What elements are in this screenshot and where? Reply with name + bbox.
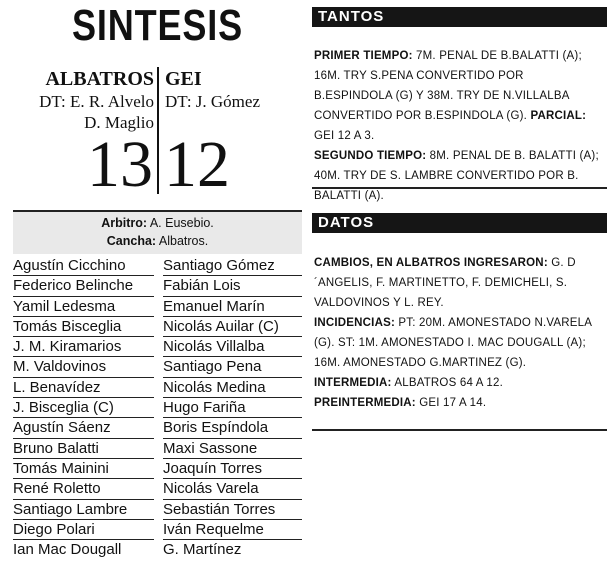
intermedia-text: ALBATROS 64 A 12. (391, 377, 504, 389)
preintermedia-text: GEI 17 A 14. (415, 397, 487, 409)
player-row: Sebastián Torres (163, 500, 302, 520)
officials-box (13, 210, 302, 254)
player-row: Nicolás Varela (163, 479, 302, 499)
player-row: Agustín Cicchino (13, 256, 154, 276)
player-row: Santiago Pena (163, 357, 302, 377)
second-half-label: SEGUNDO TIEMPO: (314, 150, 427, 162)
datos-divider (312, 429, 607, 431)
second-half-text: 8M. PENAL DE B. BALATTI (A); 40M. TRY DE S. LAMBRE CONVERTIDO POR B. BALATTI (A). (314, 150, 599, 202)
first-half-label: PRIMER TIEMPO: (314, 50, 413, 62)
player-row: Nicolás Villalba (163, 337, 302, 357)
player-row: J. Bisceglia (C) (13, 398, 154, 418)
away-team-name: GEI (165, 68, 202, 90)
player-row: Ian Mac Dougall (13, 541, 122, 559)
player-row: Tomás Mainini (13, 459, 154, 479)
player-row: Iván Requelme (163, 520, 302, 540)
datos-heading: DATOS (312, 213, 607, 233)
player-row: G. Martínez (163, 541, 242, 559)
page-title: SINTESIS (72, 1, 243, 50)
home-team-name: ALBATROS (45, 68, 154, 90)
player-row: Santiago Gómez (163, 256, 302, 276)
player-row: Diego Polari (13, 520, 154, 540)
player-row: Bruno Balatti (13, 439, 154, 459)
player-row: L. Benavídez (13, 378, 154, 398)
referee-line (13, 214, 302, 232)
player-row: Nicolás Medina (163, 378, 302, 398)
away-score: 12 (164, 128, 230, 201)
player-row: Federico Belinche (13, 276, 154, 296)
player-row: M. Valdovinos (13, 357, 154, 377)
away-lineup (163, 256, 302, 560)
player-row: Santiago Lambre (13, 500, 154, 520)
incidents-label: INCIDENCIAS: (314, 317, 395, 329)
player-row: J. M. Kiramarios (13, 337, 154, 357)
tantos-divider (312, 187, 607, 189)
home-score: 13 (87, 128, 153, 201)
field-line (13, 232, 302, 250)
partial-text: GEI 12 A 3. (314, 130, 375, 142)
changes-text: G. D´ANGELIS, F. MARTINETTO, F. DEMICHELI, S. VALDOVINOS Y L. REY. (314, 257, 576, 309)
player-row: Boris Espíndola (163, 418, 302, 438)
player-row: Maxi Sassone (163, 439, 302, 459)
player-row: Fabián Lois (163, 276, 302, 296)
player-row: Nicolás Auilar (C) (163, 317, 302, 337)
away-coach: DT: J. Gómez (165, 92, 260, 111)
tantos-body (314, 46, 604, 206)
player-row: Joaquín Torres (163, 459, 302, 479)
home-coach-line2: D. Maglio (84, 113, 154, 132)
field-name: Albatros. (158, 234, 209, 248)
home-coach-line1: DT: E. R. Alvelo (39, 92, 154, 111)
preintermedia-label: PREINTERMEDIA: (314, 397, 416, 409)
first-half-text: 7M. PENAL DE B.BALATTI (A); 16M. TRY S.PENA CONVERTIDO POR B.ESPINDOLA (G) Y 38M. TRY DE N.VILLALBA CONVERTIDO POR B.ESPINDOLA (G). (314, 50, 582, 122)
partial-label: PARCIAL: (530, 110, 587, 122)
tantos-heading: TANTOS (312, 7, 607, 27)
player-row: Agustín Sáenz (13, 418, 154, 438)
player-row: Yamil Ledesma (13, 297, 154, 317)
field-label: Cancha: (106, 234, 157, 248)
referee-name: A. Eusebio. (149, 216, 214, 230)
incidents-text: PT: 20M. AMONESTADO N.VARELA (G). ST: 1M. AMONESTADO I. MAC DOUGALL (A); 16M. AMONESTADO G.MARTINEZ (G). (314, 317, 592, 369)
score-divider (157, 67, 159, 194)
changes-label: CAMBIOS, EN ALBATROS INGRESARON: (314, 257, 548, 269)
home-lineup (13, 256, 154, 560)
player-row: Emanuel Marín (163, 297, 302, 317)
intermedia-label: INTERMEDIA: (314, 377, 392, 389)
player-row: Tomás Bisceglia (13, 317, 154, 337)
referee-label: Arbitro: (101, 216, 148, 230)
datos-body (314, 253, 604, 413)
player-row: Hugo Fariña (163, 398, 302, 418)
player-row: René Roletto (13, 479, 154, 499)
